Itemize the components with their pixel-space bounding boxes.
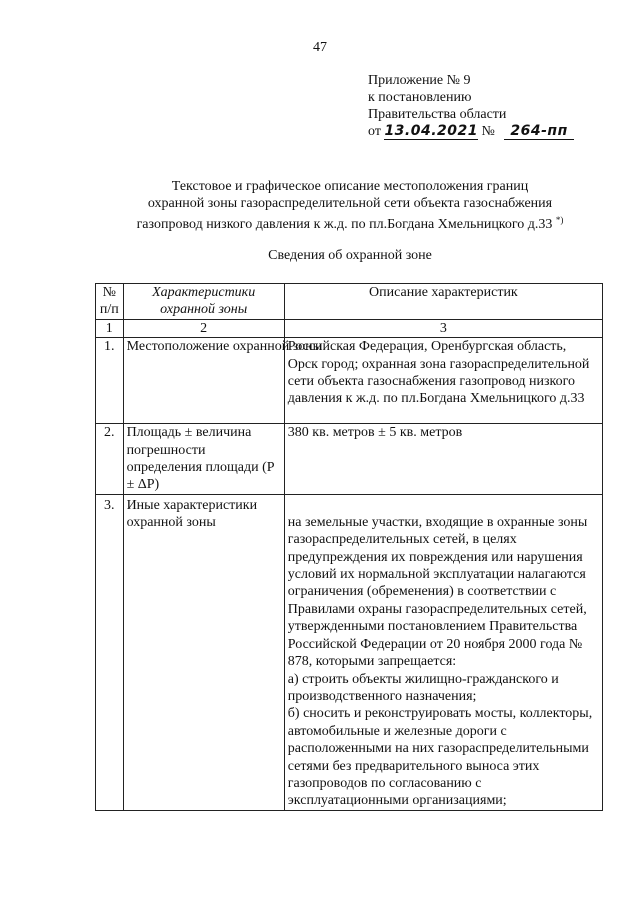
row-description: Российская Федерация, Оренбургская область, Орск город; охранная зона газораспределительной сети объекта газоснабжения газопровод низкого давления к ж.д. по пл.Богдана Хмельницкого д.33 bbox=[284, 338, 602, 424]
row-characteristic: Площадь ± величина погрешности определения площади (P ± ΔP) bbox=[123, 424, 284, 495]
index-cell: 2 bbox=[123, 319, 284, 337]
number-label: № bbox=[481, 124, 495, 139]
table-row bbox=[96, 338, 603, 424]
index-cell: 1 bbox=[96, 319, 124, 337]
document-title bbox=[60, 178, 640, 233]
resolution-number: 264-пп bbox=[504, 124, 573, 140]
index-cell: 3 bbox=[284, 319, 602, 337]
appendix-line-2: к постановлению bbox=[368, 90, 472, 105]
protection-zone-table bbox=[95, 283, 603, 811]
title-line-1: Текстовое и графическое описание местоположения границ bbox=[171, 179, 529, 194]
title-line-3-text: газопровод низкого давления к ж.д. по пл.Богдана Хмельницкого д.33 bbox=[136, 217, 553, 232]
header-description: Описание характеристик bbox=[284, 284, 602, 320]
title-line-3 bbox=[60, 212, 640, 233]
header-characteristic: Характеристики охранной зоны bbox=[123, 284, 284, 320]
table-header-row bbox=[96, 284, 603, 320]
row-characteristic: Местоположение охранной зоны bbox=[123, 338, 284, 424]
row-description: на земельные участки, входящие в охранные зоны газораспределительных сетей, в целях предупреждения их повреждения или нарушения условий их нормальной эксплуатации налагаются ограничения (обременения) в соответствии с Правилами охраны газораспределительных сетей, утвержденными постановлением Правительства Российской Федерации от 20 ноября 2000 года № 878, которыми запрещается: bbox=[287, 514, 588, 670]
row-description: 380 кв. метров ± 5 кв. метров bbox=[284, 424, 602, 495]
from-label: от bbox=[368, 124, 381, 139]
restriction-item-b: б) сносить и реконструировать мосты, коллекторы, автомобильные и железные дороги с расположенными на них газораспределительными сетями без предварительного выноса этих газопроводов по согласованию с эксплуатационными организациями; bbox=[287, 706, 593, 809]
appendix-date-line bbox=[368, 123, 574, 140]
appendix-line-3: Правительства области bbox=[368, 107, 507, 122]
row-characteristic: Иные характеристики охранной зоны bbox=[123, 494, 284, 810]
page-number: 47 bbox=[313, 40, 327, 55]
title-line-2: охранной зоны газораспределительной сети объекта газоснабжения bbox=[147, 196, 553, 211]
resolution-date: 13.04.2021 bbox=[384, 123, 479, 139]
table-index-row bbox=[96, 319, 603, 337]
header-number: № п/п bbox=[96, 284, 124, 320]
appendix-block bbox=[368, 72, 574, 140]
section-subtitle: Сведения об охранной зоне bbox=[268, 248, 432, 263]
row-number: 3. bbox=[96, 494, 124, 810]
appendix-line-1: Приложение № 9 bbox=[368, 73, 471, 88]
table-row bbox=[96, 494, 603, 810]
table-row bbox=[96, 424, 603, 495]
row-description-cell bbox=[284, 494, 602, 810]
row-number: 1. bbox=[96, 338, 124, 424]
footnote-mark: *) bbox=[555, 215, 564, 225]
row-number: 2. bbox=[96, 424, 124, 495]
restriction-item-a: а) строить объекты жилищно-гражданского и производственного назначения; bbox=[287, 671, 559, 704]
